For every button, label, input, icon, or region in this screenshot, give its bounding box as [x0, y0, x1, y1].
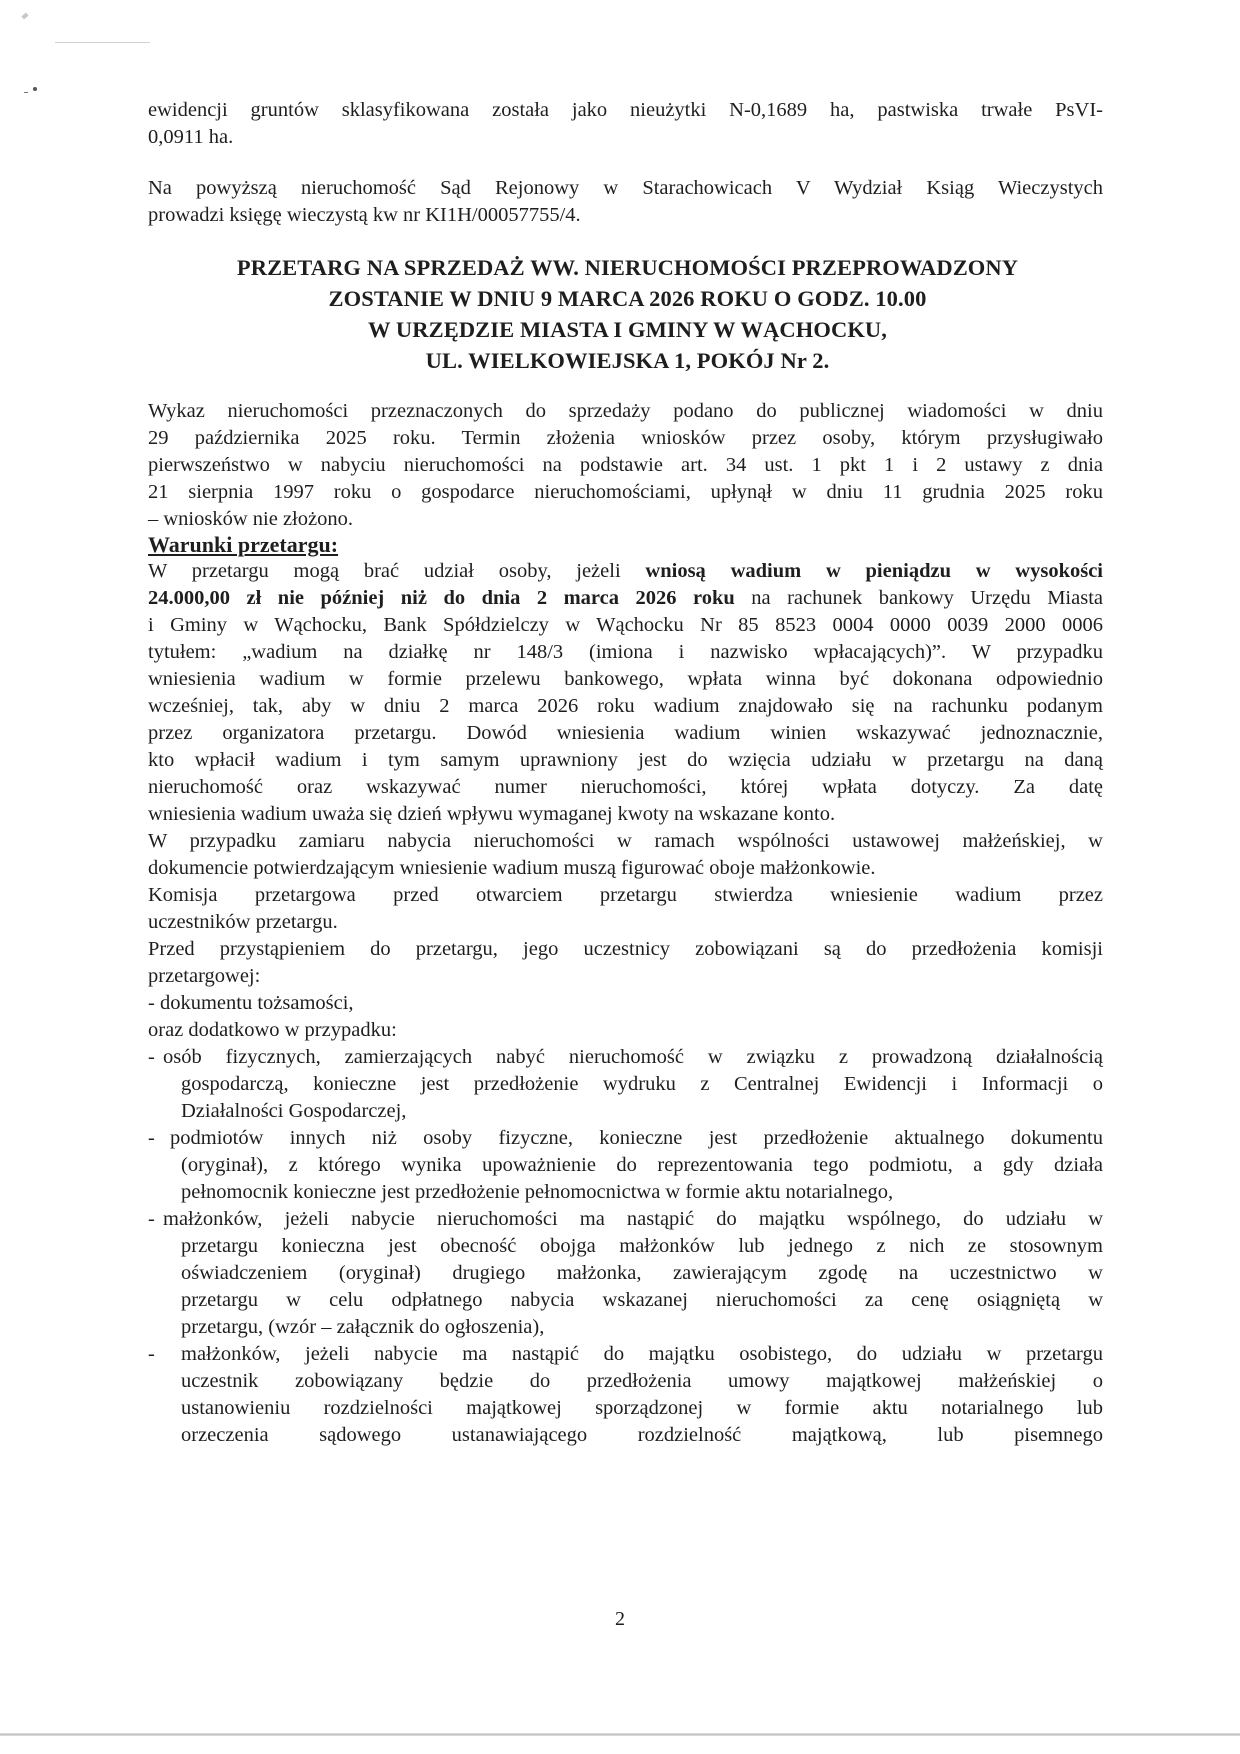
paragraph-line: tytułem: „wadium na działkę nr 148/3 (imiona i nazwisko wpłacających)”. W przypadku — [148, 641, 1103, 663]
list-item-line: (oryginał), z którego wynika upoważnienie do reprezentowania tego podmiotu, a gdy działa — [181, 1154, 1103, 1176]
scan-mark — [24, 92, 28, 93]
paragraph-line: 0,0911 ha. — [148, 126, 234, 148]
announcement-heading: PRZETARG NA SPRZEDAŻ WW. NIERUCHOMOŚCI PRZEPROWADZONY — [236, 255, 1019, 280]
paragraph-line: W przypadku zamiaru nabycia nieruchomości w ramach wspólności ustawowej małżeńskiej, w — [148, 830, 1103, 852]
paragraph-line: ewidencji gruntów sklasyfikowana została jako nieużytki N-0,1689 ha, pastwiska trwałe PsVI- — [148, 99, 1103, 121]
paragraph-line — [148, 585, 1103, 612]
announcement-heading: W URZĘDZIE MIASTA I GMINY W WĄCHOCKU, — [368, 317, 887, 342]
paragraph-line: 29 października 2025 roku. Termin złożenia wniosków przez osoby, którym przysługiwało — [148, 427, 1103, 449]
paragraph-line: nieruchomość oraz wskazywać numer nieruchomości, której wpłata dotyczy. Za datę — [148, 776, 1103, 798]
list-item-line: oświadczeniem (oryginał) drugiego małżonka, zawierającym zgodę na uczestnictwo w — [181, 1262, 1103, 1284]
list-item-line: przetargu w celu odpłatnego nabycia wskazanej nieruchomości za cenę osiągniętą w — [181, 1289, 1103, 1311]
paragraph-line: wniesienia wadium uważa się dzień wpływu wymaganej kwoty na wskazane konto. — [148, 803, 836, 825]
paragraph-line: uczestników przetargu. — [148, 911, 338, 933]
list-marker: - — [148, 1046, 155, 1068]
paragraph-line: kto wpłacił wadium i tym samym uprawniony jest do wzięcia udziału w przetargu na daną — [148, 749, 1103, 771]
announcement-heading: ZOSTANIE W DNIU 9 MARCA 2026 ROKU O GODZ. 10.00 — [328, 286, 927, 311]
page-number: 2 — [615, 1608, 625, 1630]
section-title — [148, 531, 1103, 560]
list-item-line: osób fizycznych, zamierzających nabyć nieruchomość w związku z prowadzoną działalnością — [163, 1046, 1103, 1068]
list-marker: - — [148, 1343, 155, 1365]
paragraph-line: i Gminy w Wąchocku, Bank Spółdzielczy w Wąchocku Nr 85 8523 0004 0000 0039 2000 0006 — [148, 614, 1103, 636]
paragraph-line: Wykaz nieruchomości przeznaczonych do sprzedaży podano do publicznej wiadomości w dniu — [148, 400, 1103, 422]
list-item-line: pełnomocnik konieczne jest przedłożenie pełnomocnictwa w formie aktu notarialnego, — [181, 1181, 894, 1203]
paragraph-line: dokumencie potwierdzającym wniesienie wadium muszą figurować oboje małżonkowie. — [148, 857, 876, 879]
list-item-line: przetargu konieczna jest obecność obojga małżonków lub jednego z nich ze stosownym — [181, 1235, 1103, 1257]
list-item-line: małżonków, jeżeli nabycie ma nastąpić do majątku osobistego, do udziału w przetargu — [181, 1343, 1103, 1365]
paragraph-line: przetargowej: — [148, 965, 261, 987]
paragraph-line: wcześniej, tak, aby w dniu 2 marca 2026 roku wadium znajdowało się na rachunku podanym — [148, 695, 1103, 717]
paragraph-line: oraz dodatkowo w przypadku: — [148, 1019, 397, 1041]
scan-page-edge — [0, 1733, 1240, 1736]
paragraph-line: Komisja przetargowa przed otwarciem przetargu stwierdza wniesienie wadium przez — [148, 884, 1103, 906]
list-item-line: orzeczenia sądowego ustanawiającego rozdzielność majątkową, lub pisemnego — [181, 1424, 1103, 1446]
paragraph-line: wniesienia wadium w formie przelewu bankowego, wpłata winna być dokonana odpowiednio — [148, 668, 1103, 690]
list-item-line: gospodarczą, konieczne jest przedłożenie wydruku z Centralnej Ewidencji i Informacji o — [181, 1073, 1103, 1095]
list-item-line: Działalności Gospodarczej, — [181, 1100, 407, 1122]
list-marker: - — [148, 1127, 155, 1149]
list-item: - dokumentu tożsamości, — [148, 992, 354, 1014]
scan-mark — [55, 42, 150, 43]
paragraph-line: Na powyższą nieruchomość Sąd Rejonowy w Starachowicach V Wydział Ksiąg Wieczystych — [148, 177, 1103, 199]
paragraph-line: Przed przystąpieniem do przetargu, jego uczestnicy zobowiązani są do przedłożenia komisji — [148, 938, 1103, 960]
paragraph-line: prowadzi księgę wieczystą kw nr KI1H/00057755/4. — [148, 204, 581, 226]
text: W przetargu mogą brać udział osoby, jeżeli — [148, 560, 646, 582]
bold-text: 24.000,00 zł nie później niż do dnia 2 marca 2026 roku — [148, 587, 735, 609]
conditions-title: Warunki przetargu: — [148, 532, 339, 557]
scan-mark — [33, 87, 37, 91]
paragraph-line: przez organizatora przetargu. Dowód wniesienia wadium winien wskazywać jednoznacznie, — [148, 722, 1103, 744]
paragraph-line: 21 sierpnia 1997 roku o gospodarce nieruchomościami, upłynął w dniu 11 grudnia 2025 roku — [148, 481, 1103, 503]
paragraph-line: pierwszeństwo w nabyciu nieruchomości na podstawie art. 34 ust. 1 pkt 1 i 2 ustawy z dnia — [148, 454, 1103, 476]
announcement-heading: UL. WIELKOWIEJSKA 1, POKÓJ Nr 2. — [425, 348, 830, 373]
scan-mark — [21, 13, 28, 20]
list-item-line: przetargu, (wzór – załącznik do ogłoszenia), — [181, 1316, 545, 1338]
text: na rachunek bankowy Urzędu Miasta — [734, 587, 1103, 609]
list-item-line: podmiotów innych niż osoby fizyczne, konieczne jest przedłożenie aktualnego dokumentu — [170, 1127, 1103, 1149]
list-item-line: uczestnik zobowiązany będzie do przedłożenia umowy majątkowej małżeńskiej o — [181, 1370, 1103, 1392]
list-item-line: ustanowieniu rozdzielności majątkowej sporządzonej w formie aktu notarialnego lub — [181, 1397, 1103, 1419]
bold-text: wniosą wadium w pieniądzu w wysokości — [645, 560, 1104, 582]
paragraph-line: – wniosków nie złożono. — [148, 508, 353, 530]
paragraph-line — [148, 558, 1103, 585]
list-item-line: małżonków, jeżeli nabycie nieruchomości ma nastąpić do majątku wspólnego, do udziału w — [163, 1208, 1103, 1230]
list-marker: - — [148, 1208, 155, 1230]
